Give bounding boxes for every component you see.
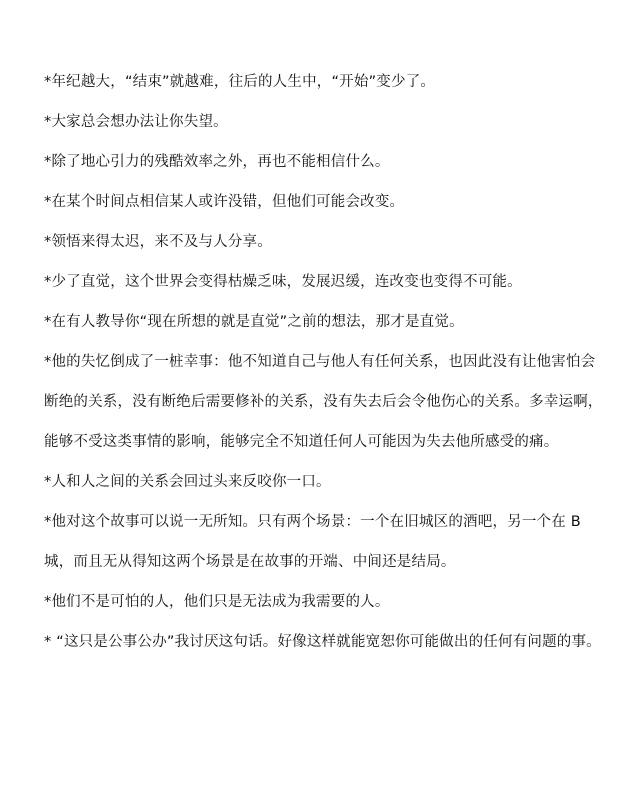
quote-list <box>44 62 606 662</box>
quote-paragraph: *年纪越大，“结束”就越难，往后的人生中，“开始”变少了。 <box>44 74 436 90</box>
quote-paragraph: *除了地心引力的残酷效率之外，再也不能相信什么。 <box>44 154 390 170</box>
quote-paragraph: *少了直觉，这个世界会变得枯燥乏味，发展迟缓，连改变也变得不可能。 <box>44 274 522 290</box>
quote-paragraph: *他的失忆倒成了一桩幸事：他不知道自己与他人有任何关系，也因此没有让他害怕会断绝的关系，没有断绝后需要修补的关系，没有失去后会令他伤心的关系。多幸运啊，能够不受这类事情的影响，能够完全不知道任何人可能因为失去他所感受的痛。 <box>44 354 603 450</box>
quote-paragraph: *人和人之间的关系会回过头来反咬你一口。 <box>44 474 331 490</box>
quote-paragraph: *大家总会想办法让你失望。 <box>44 114 228 130</box>
quote-paragraph: *在某个时间点相信某人或许没错，但他们可能会改变。 <box>44 194 405 210</box>
quote-paragraph: *他对这个故事可以说一无所知。只有两个场景：一个在旧城区的酒吧，另一个在 B 城，而且无从得知这两个场景是在故事的开端、中间还是结局。 <box>44 514 581 570</box>
quote-paragraph: *他们不是可怕的人，他们只是无法成为我需要的人。 <box>44 594 390 610</box>
quote-paragraph: *在有人教导你“现在所想的就是直觉”之前的想法，那才是直觉。 <box>44 314 464 330</box>
quote-paragraph: *领悟来得太迟，来不及与人分享。 <box>44 234 272 250</box>
quote-paragraph: * “这只是公事公办”我讨厌这句话。好像这样就能宽恕你可能做出的任何有问题的事。 <box>44 634 601 650</box>
